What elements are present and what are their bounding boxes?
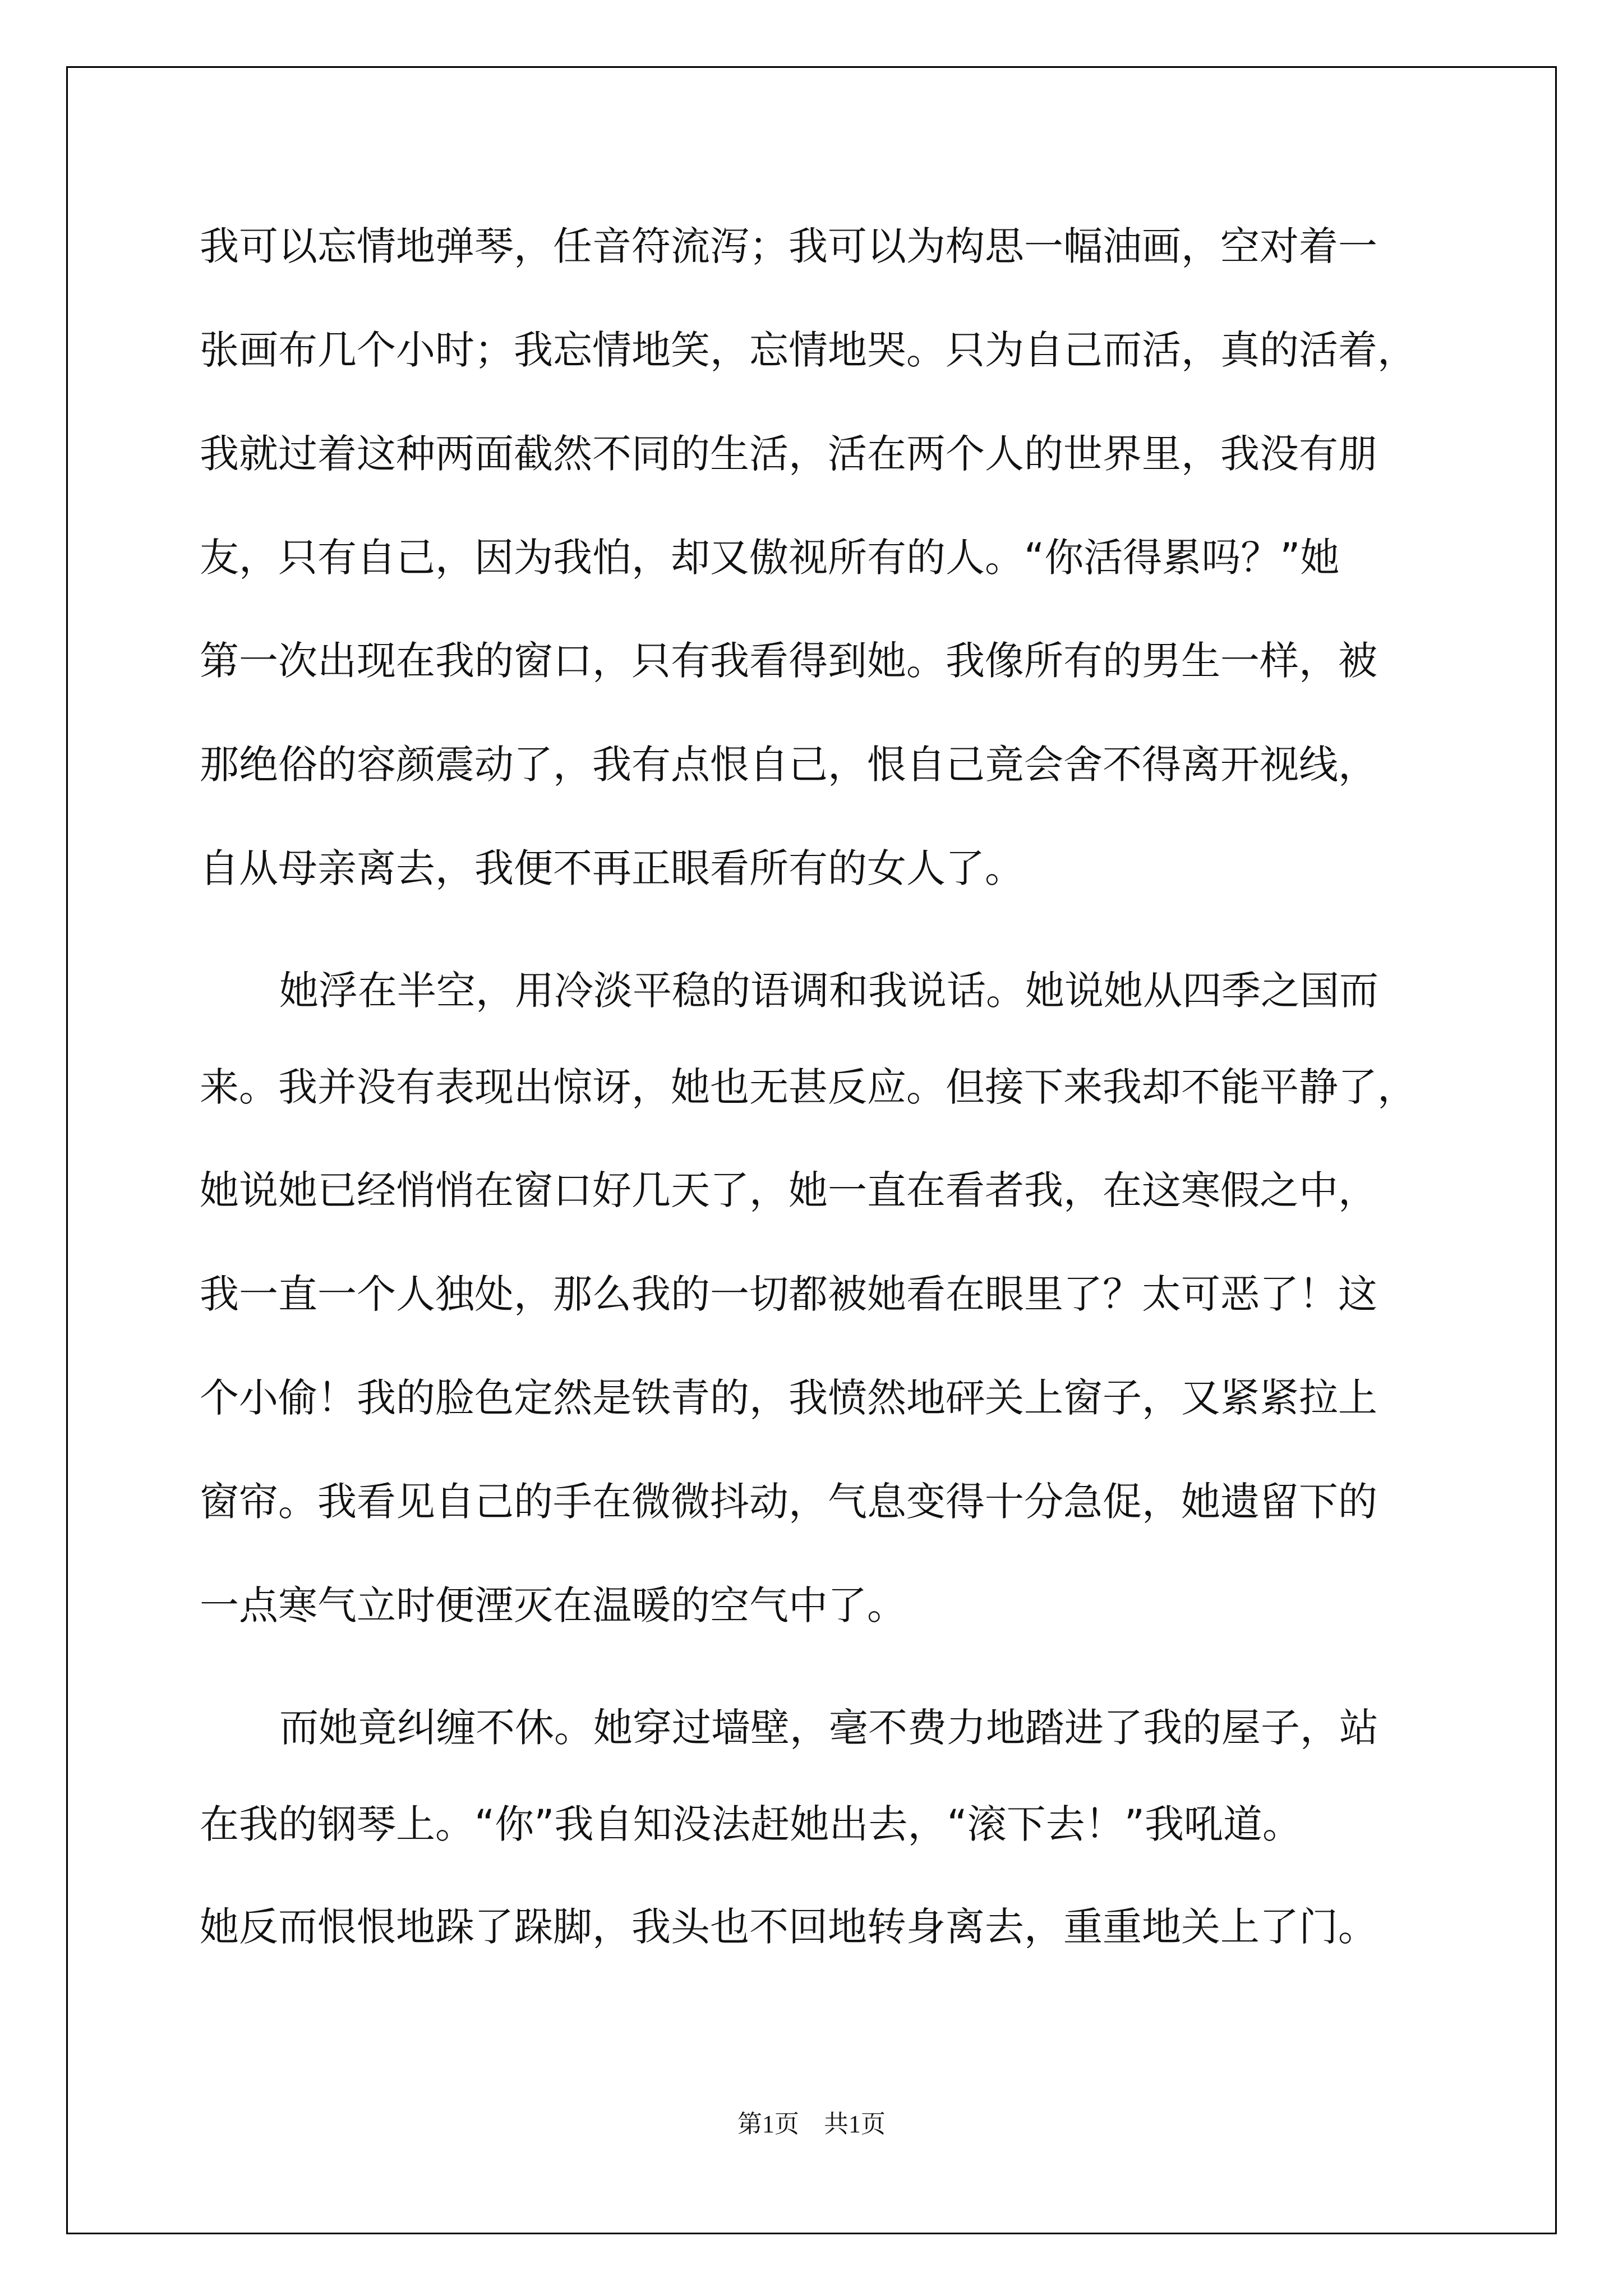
body-text-line: 窗帘。我看见自己的手在微微抖动，气息变得十分急促，她遗留下的 <box>200 1479 1377 1525</box>
body-text-line: 一点寒气立时便湮灭在温暖的空气中了。 <box>200 1582 906 1628</box>
body-text-line: 在我的钢琴上。“你”我自知没法赶她出去，“滚下去！”我吼道。 <box>200 1801 1302 1847</box>
body-text-line: 张画布几个小时；我忘情地笑，忘情地哭。只为自己而活，真的活着， <box>200 327 1417 373</box>
page-number-footer: 第1页 共1页 <box>737 2110 886 2138</box>
body-text-line: 来。我并没有表现出惊讶，她也无甚反应。但接下来我却不能平静了， <box>200 1064 1417 1110</box>
body-text-line: 自从母亲离去，我便不再正眼看所有的女人了。 <box>200 845 1024 891</box>
body-text-line: 我就过着这种两面截然不同的生活，活在两个人的世界里，我没有朋 <box>200 431 1377 477</box>
body-text-line: 个小偷！我的脸色定然是铁青的，我愤然地砰关上窗子，又紧紧拉上 <box>200 1375 1377 1421</box>
body-text-line: 她反而恨恨地跺了跺脚，我头也不回地转身离去，重重地关上了门。 <box>200 1904 1377 1950</box>
paragraph-first-line: 她浮在半空，用冷淡平稳的语调和我说话。她说她从四季之国而 <box>279 968 1378 1014</box>
body-text-line: 我可以忘情地弹琴，任音符流泻；我可以为构思一幅油画，空对着一 <box>200 223 1377 269</box>
body-text-line: 我一直一个人独处，那么我的一切都被她看在眼里了？太可恶了！这 <box>200 1271 1377 1317</box>
body-text-line: 友，只有自己，因为我怕，却又傲视所有的人。“你活得累吗？”她 <box>200 535 1340 581</box>
paragraph-first-line: 而她竟纠缠不休。她穿过墙壁，毫不费力地踏进了我的屋子，站 <box>279 1705 1378 1751</box>
body-text-line: 第一次出现在我的窗口，只有我看得到她。我像所有的男生一样，被 <box>200 638 1377 684</box>
body-text-line: 那绝俗的容颜震动了，我有点恨自己，恨自己竟会舍不得离开视线， <box>200 742 1377 788</box>
body-text-line: 她说她已经悄悄在窗口好几天了，她一直在看者我，在这寒假之中， <box>200 1167 1377 1213</box>
